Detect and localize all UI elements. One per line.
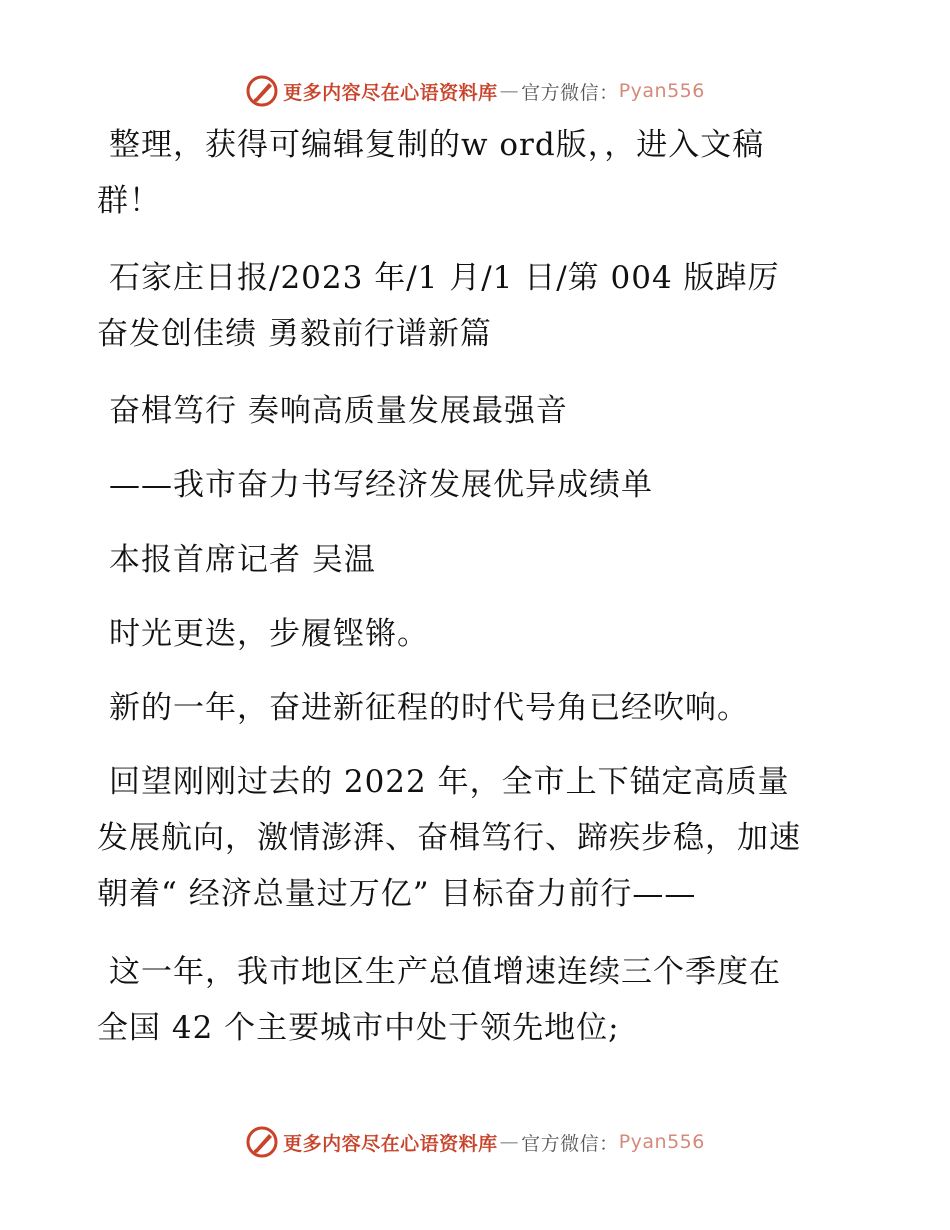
text-line: 本报首席记者 吴温 [109,542,376,578]
pen-logo-icon [245,74,279,108]
text-line: 石家庄日报/2023 年/1 月/1 日/第 004 版踔厉 [109,260,780,296]
article-headline [97,383,867,439]
text-line: 奋楫笃行 奏响高质量发展最强音 [109,393,568,429]
header-watermark [0,71,950,111]
paragraph [97,754,867,922]
watermark-official-label: 官方微信： [521,1132,619,1155]
paragraph-source [97,250,867,362]
text-line: 时光更迭，步履铿锵。 [109,616,429,652]
text-line: 发展航向，激情澎湃、奋楫笃行、蹄疾步稳，加速 [97,820,801,856]
watermark-wechat-id: Pyan556 [618,1131,705,1153]
paragraph [97,944,867,1056]
watermark-wechat-id: Pyan556 [618,80,705,102]
watermark-official-label: 官方微信： [521,81,619,104]
article-byline [97,532,867,588]
paragraph [97,606,867,662]
text-line: ——我市奋力书写经济发展优异成绩单 [109,467,653,503]
paragraph-intro [97,117,867,229]
footer-watermark [0,1122,950,1162]
text-line: 朝着“ 经济总量过万亿” 目标奋力前行—— [97,876,697,912]
watermark-text: 更多内容尽在心语资料库 [283,81,498,104]
text-line: 新的一年，奋进新征程的时代号角已经吹响。 [109,690,749,726]
text-line: 群！ [97,183,161,219]
text-line: 这一年，我市地区生产总值增速连续三个季度在 [109,954,781,990]
watermark-separator: — [499,1131,520,1153]
watermark-separator: — [499,80,520,102]
text-line: 整理，获得可编辑复制的w ord版，，进入文稿 [109,127,765,163]
text-line: 奋发创佳绩 勇毅前行谱新篇 [97,316,492,352]
watermark-text: 更多内容尽在心语资料库 [283,1132,498,1155]
paragraph [97,680,867,736]
article-subheadline [97,457,867,513]
pen-logo-icon [245,1125,279,1159]
text-line: 全国 42 个主要城市中处于领先地位; [97,1010,620,1046]
text-line: 回望刚刚过去的 2022 年，全市上下锚定高质量 [109,764,790,800]
